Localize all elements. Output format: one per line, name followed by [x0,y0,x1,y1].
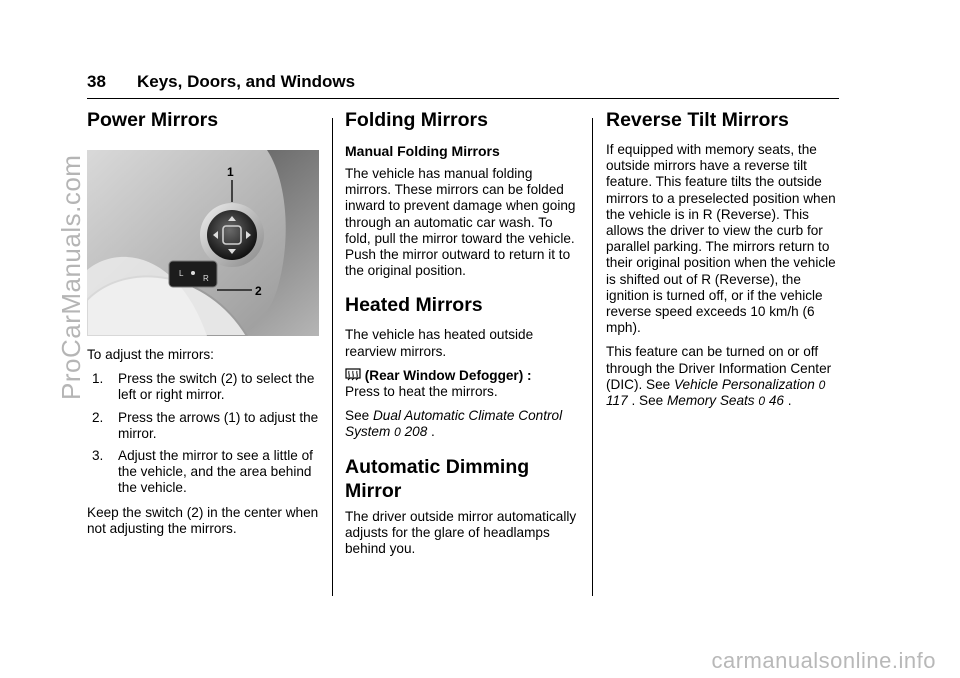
power-mirrors-closing: Keep the switch (2) in the center when not adjusting the mirrors. [87,504,319,536]
climate-control-link[interactable]: Dual Automatic Climate Control System [345,408,563,440]
page-number: 38 [87,72,106,91]
column-divider-1 [332,118,333,596]
header-rule [87,98,839,99]
callout-2: 2 [255,284,262,298]
mirror-switch-photo [87,150,319,336]
manual-folding-subheading: Manual Folding Mirrors [345,143,500,159]
column-reverse-tilt [606,108,840,417]
step-2: 2. Press the arrows (1) to adjust the mirror. [92,409,319,441]
column-divider-2 [592,118,593,596]
page-ref-arrow-icon: 0 [758,394,766,409]
step-1: 1. Press the switch (2) to select the left or right mirror. [92,371,315,403]
see-climate-reference: See Dual Automatic Climate Control System 0 208 . [345,408,563,440]
auto-dimming-paragraph: The driver outside mirror automatically adjusts for the glare of headlamps behind you. [345,508,577,557]
memory-seats-page[interactable]: 46 [768,393,784,409]
column-power-mirrors [87,108,319,142]
switch-label-left: L [179,269,184,278]
step-3: 3. Adjust the mirror to see a little of the vehicle, and the area behind the vehicle. [92,448,313,496]
defogger-paragraph: (Rear Window Defogger) : Press to heat the mirrors. [345,367,532,400]
column-folding-heated [345,108,579,565]
power-mirrors-heading: Power Mirrors [87,109,219,131]
heated-mirrors-heading: Heated Mirrors [345,294,483,317]
reverse-tilt-heading: Reverse Tilt Mirrors [606,109,789,131]
callout-1: 1 [227,165,234,179]
climate-control-page[interactable]: 208 [404,424,428,440]
switch-label-right: R [203,274,209,283]
folding-paragraph: The vehicle has manual folding mirrors. These mirrors can be folded inward to prevent damage when going through an automatic car wash. To fold, pull the mirror toward the vehicle. Push the mirror outward to return it to the original position. [345,166,576,279]
reverse-tilt-paragraph: If equipped with memory seats, the outside mirrors have a reverse tilt feature. This feature tilts the outside mirrors to a preselected position when the vehicle is in R (Reverse). This allows the driver to view the curb for parallel parking. The mirrors return to their original position when the vehicle is shifted out of R (Reverse), the ignition is turned off, or if the vehicle reverse speed exceeds 10 km/h (6 mph). [606,142,836,336]
vehicle-personalization-page[interactable]: 117 [606,393,628,409]
section-title: Keys, Doors, and Windows [137,72,356,91]
heated-paragraph: The vehicle has heated outside rearview mirrors. [345,327,534,359]
watermark-procarmanuals: ProCarManuals.com [56,154,86,400]
memory-seats-link[interactable]: Memory Seats [666,393,755,409]
folding-mirrors-heading: Folding Mirrors [345,109,488,131]
page-ref-arrow-icon: 0 [818,377,826,392]
reverse-tilt-dic-paragraph: This feature can be turned on or off through the Driver Information Center (DIC). See Vehicle Personalization 0 117 . See Memory Seats 0 46 . [606,344,832,409]
page-ref-arrow-icon: 0 [394,425,401,440]
power-mirrors-intro: To adjust the mirrors: [87,347,214,362]
rear-defogger-icon [345,368,361,382]
vehicle-personalization-link[interactable]: Vehicle Personalization [673,376,815,392]
auto-dimming-heading: Automatic Dimming Mirror [345,455,530,502]
power-mirrors-body [87,347,319,545]
watermark-carmanualsonline: carmanualsonline.info [711,648,936,673]
